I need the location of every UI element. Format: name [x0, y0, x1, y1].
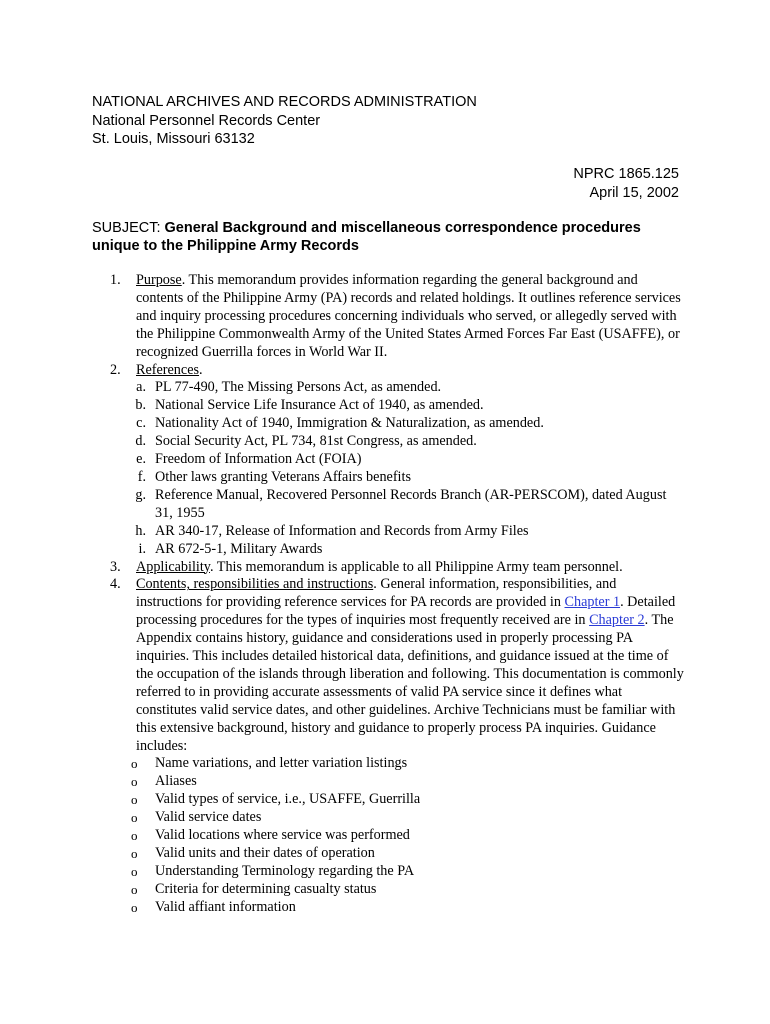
- reference-text: Freedom of Information Act (FOIA): [155, 451, 362, 468]
- guidance-text: Valid units and their dates of operation: [155, 845, 375, 861]
- bullet-icon: o: [131, 810, 138, 826]
- bullet-icon: o: [131, 881, 138, 897]
- reference-item: [110, 397, 685, 415]
- section-text: . The Appendix contains history, guidance and considerations used in properly processing PA inquiries. This includes detailed historical data, definitions, and guidance issued at the time of the occupation of the islands through liberation and following. This documentation is commonly referred to in providing accurate assessments of valid PA service since it defines what constitutes valid service dates, and other guidelines. Archive Technicians must be familiar with this extensive background, history and guidance to properly process PA inquiries. Guidance includes:: [136, 612, 684, 754]
- guidance-item: [110, 809, 685, 827]
- subject-line: [92, 219, 682, 255]
- guidance-text: Valid locations where service was performed: [155, 827, 410, 844]
- section-contents: [110, 576, 685, 755]
- bullet-icon: o: [131, 756, 138, 772]
- guidance-item: [110, 827, 685, 845]
- chapter-1-link[interactable]: Chapter 1: [564, 594, 621, 611]
- section-text: . This memorandum is applicable to all Philippine Army team personnel.: [209, 558, 623, 575]
- reference-text: AR 340-17, Release of Information and Records from Army Files: [155, 522, 529, 539]
- center-address: St. Louis, Missouri 63132: [92, 131, 255, 147]
- guidance-item: [110, 791, 685, 809]
- reference-letter: c.: [136, 415, 146, 432]
- reference-item: [110, 523, 685, 541]
- section-heading: Applicability: [136, 558, 210, 575]
- reference-letter: i.: [138, 540, 146, 557]
- reference-list: [110, 379, 685, 558]
- bullet-icon: o: [131, 828, 138, 844]
- section-text: . This memorandum provides information regarding the general background and contents of the Philippine Army (PA) records and related holdings. It outlines reference services and inquiry processing procedures concerning individuals who served, or allegedly served with the Philippine Commonwealth Army of the United States Armed Forces Far East (USAFFE), or recognized Guerrilla forces in World War II.: [136, 272, 681, 360]
- section-text: . General information, responsibilities, and instructions for providing reference services for PA records are provided in: [136, 576, 617, 611]
- subject-label: SUBJECT:: [92, 220, 161, 236]
- reference-text: Other laws granting Veterans Affairs benefits: [155, 468, 411, 485]
- reference-text: AR 672-5-1, Military Awards: [155, 540, 323, 557]
- guidance-item: [110, 881, 685, 899]
- guidance-item: [110, 899, 685, 917]
- section-heading: Purpose: [136, 272, 182, 288]
- guidance-item: [110, 773, 685, 791]
- guidance-text: Aliases: [155, 773, 197, 790]
- guidance-text: Valid types of service, i.e., USAFFE, Guerrilla: [155, 791, 421, 808]
- document-date: April 15, 2002: [589, 184, 679, 201]
- reference-item: [110, 541, 685, 559]
- reference-letter: g.: [135, 486, 146, 503]
- section-heading: References: [136, 361, 200, 378]
- center-name: National Personnel Records Center: [92, 112, 321, 129]
- reference-text: PL 77-490, The Missing Persons Act, as amended.: [155, 379, 442, 396]
- bullet-icon: o: [131, 792, 138, 808]
- section-applicability: [110, 559, 685, 577]
- section-number: 1.: [110, 272, 121, 288]
- section-purpose: [110, 272, 685, 362]
- chapter-2-link[interactable]: Chapter 2: [589, 612, 645, 629]
- guidance-list: [110, 755, 685, 916]
- bullet-icon: o: [131, 899, 138, 915]
- agency-name: NATIONAL ARCHIVES AND RECORDS ADMINISTRATION: [92, 94, 477, 110]
- document-meta: [573, 165, 679, 202]
- reference-item: [110, 433, 685, 451]
- reference-item: [110, 469, 685, 487]
- memo-body: [110, 272, 685, 917]
- document-number: NPRC 1865.125: [573, 166, 679, 182]
- section-text: . Detailed processing procedures for the types of inquiries most frequently received are in: [136, 594, 676, 629]
- reference-letter: h.: [135, 522, 146, 539]
- guidance-text: Valid affiant information: [155, 898, 296, 915]
- bullet-icon: o: [131, 846, 138, 861]
- reference-text: Social Security Act, PL 734, 81st Congress, as amended.: [155, 433, 477, 450]
- section-heading-period: .: [199, 361, 203, 378]
- guidance-text: Valid service dates: [155, 809, 262, 826]
- guidance-item: [110, 863, 685, 881]
- reference-text: Reference Manual, Recovered Personnel Records Branch (AR-PERSCOM), dated August 31, 1955: [155, 486, 667, 521]
- section-heading: Contents, responsibilities and instructions: [136, 576, 374, 593]
- guidance-item: [110, 845, 685, 863]
- reference-letter: d.: [135, 433, 146, 450]
- subject-title: General Background and miscellaneous correspondence procedures unique to the Philippine Army Records: [92, 220, 641, 254]
- reference-letter: f.: [137, 468, 146, 485]
- letterhead: [92, 93, 477, 149]
- reference-text: National Service Life Insurance Act of 1940, as amended.: [155, 397, 484, 414]
- reference-item: [110, 487, 685, 523]
- guidance-text: Name variations, and letter variation listings: [155, 755, 408, 772]
- reference-item: [110, 379, 685, 397]
- reference-item: [110, 415, 685, 433]
- section-number: 4.: [110, 576, 121, 593]
- section-number: 3.: [110, 558, 121, 575]
- reference-letter: a.: [136, 379, 146, 396]
- guidance-item: [110, 755, 685, 773]
- reference-letter: e.: [136, 451, 146, 468]
- reference-item: [110, 451, 685, 469]
- reference-letter: b.: [135, 397, 146, 414]
- bullet-icon: o: [131, 774, 138, 790]
- section-number: 2.: [110, 361, 121, 378]
- bullet-icon: o: [131, 863, 138, 879]
- guidance-text: Criteria for determining casualty status: [155, 880, 377, 897]
- reference-text: Nationality Act of 1940, Immigration & Naturalization, as amended.: [155, 415, 544, 432]
- section-references: [110, 362, 685, 380]
- guidance-text: Understanding Terminology regarding the PA: [155, 862, 415, 879]
